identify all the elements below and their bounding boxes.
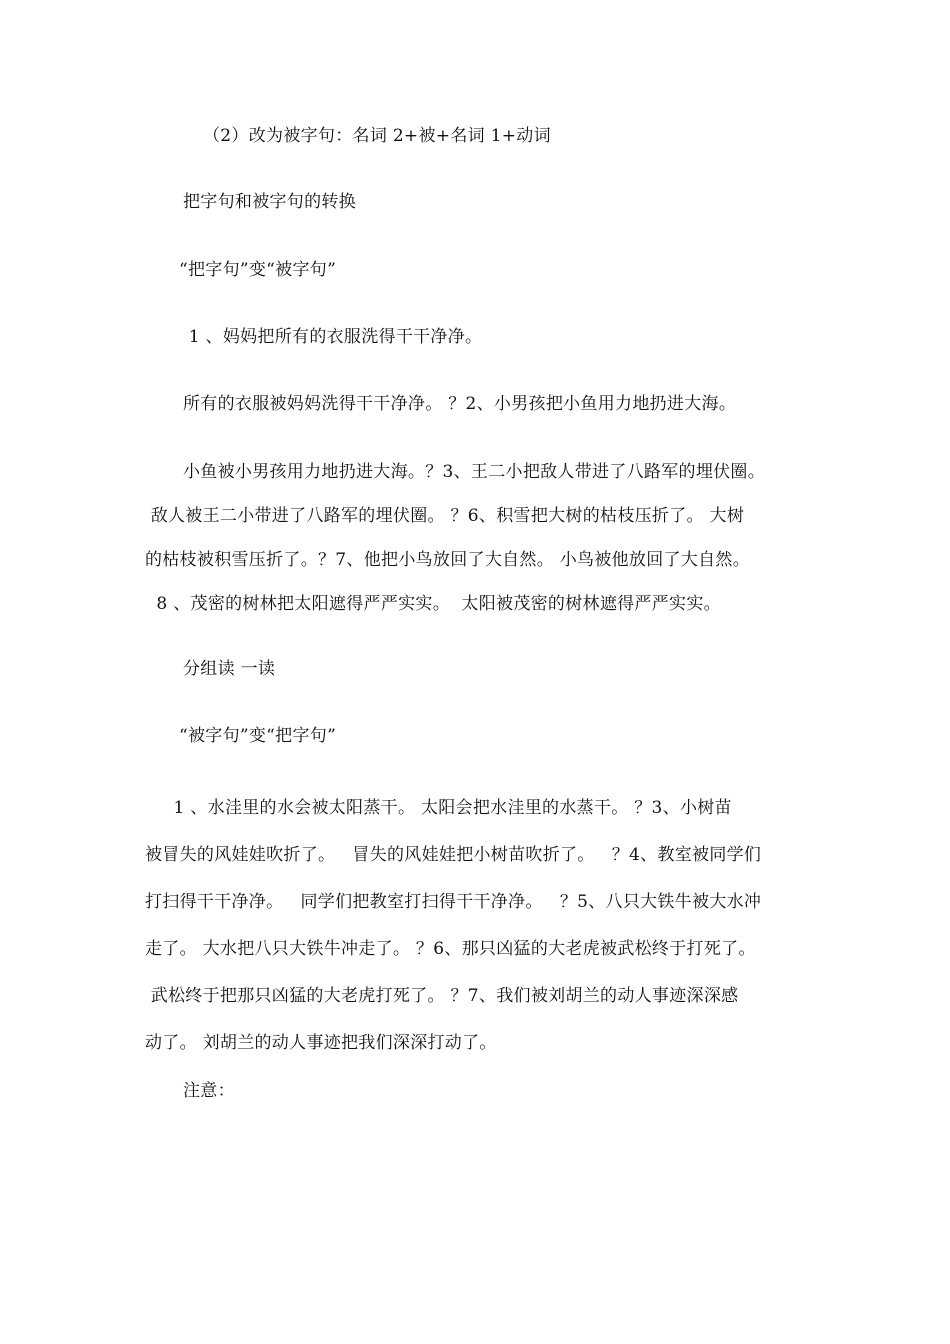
paragraph-line: 8 、茂密的树林把太阳遮得严严实实。 太阳被茂密的树林遮得严严实实。 bbox=[145, 594, 721, 614]
note-label: 注意： bbox=[183, 1081, 235, 1101]
rule-passive-sentence: （2）改为被字句：名词 2+被+名词 1+动词 bbox=[203, 126, 551, 146]
paragraph-line: 1 、水洼里的水会被太阳蒸干。 太阳会把水洼里的水蒸干。 ？3、小树苗 bbox=[145, 798, 732, 818]
paragraph-line: 敌人被王二小带进了八路军的埋伏圈。 ？6、积雪把大树的枯枝压折了。 大树 bbox=[145, 506, 745, 526]
example-answer-and-item-2: 所有的衣服被妈妈洗得干干净净。 ？2、小男孩把小鱼用力地扔进大海。 bbox=[183, 394, 737, 414]
paragraph-line: 打扫得干干净净。 同学们把教室打扫得干干净净。 ？5、八只大铁牛被大水冲 bbox=[145, 892, 762, 912]
subheading-ba-to-bei: “把字句”变“被字句” bbox=[179, 260, 337, 280]
paragraph-bei-examples bbox=[145, 785, 810, 1067]
paragraph-ba-examples bbox=[145, 450, 810, 626]
paragraph-line: 的枯枝被积雪压折了。？7、他把小鸟放回了大自然。 小鸟被他放回了大自然。 bbox=[145, 550, 751, 570]
subheading-bei-to-ba: “被字句”变“把字句” bbox=[179, 726, 337, 746]
paragraph-line: 小鱼被小男孩用力地扔进大海。？3、王二小把敌人带进了八路军的埋伏圈。 bbox=[183, 462, 766, 482]
paragraph-line: 动了。 刘胡兰的动人事迹把我们深深打动了。 bbox=[145, 1033, 497, 1053]
paragraph-line: 被冒失的风娃娃吹折了。 冒失的风娃娃把小树苗吹折了。 ？4、教室被同学们 bbox=[145, 845, 762, 865]
group-reading-instruction: 分组读 一读 bbox=[183, 659, 276, 679]
example-item-1: 1 、妈妈把所有的衣服洗得干干净净。 bbox=[183, 327, 483, 347]
paragraph-line: 走了。 大水把八只大铁牛冲走了。 ？6、那只凶猛的大老虎被武松终于打死了。 bbox=[145, 939, 756, 959]
paragraph-line: 武松终于把那只凶猛的大老虎打死了。 ？7、我们被刘胡兰的动人事迹深深感 bbox=[145, 986, 739, 1006]
section-title: 把字句和被字句的转换 bbox=[183, 192, 356, 212]
